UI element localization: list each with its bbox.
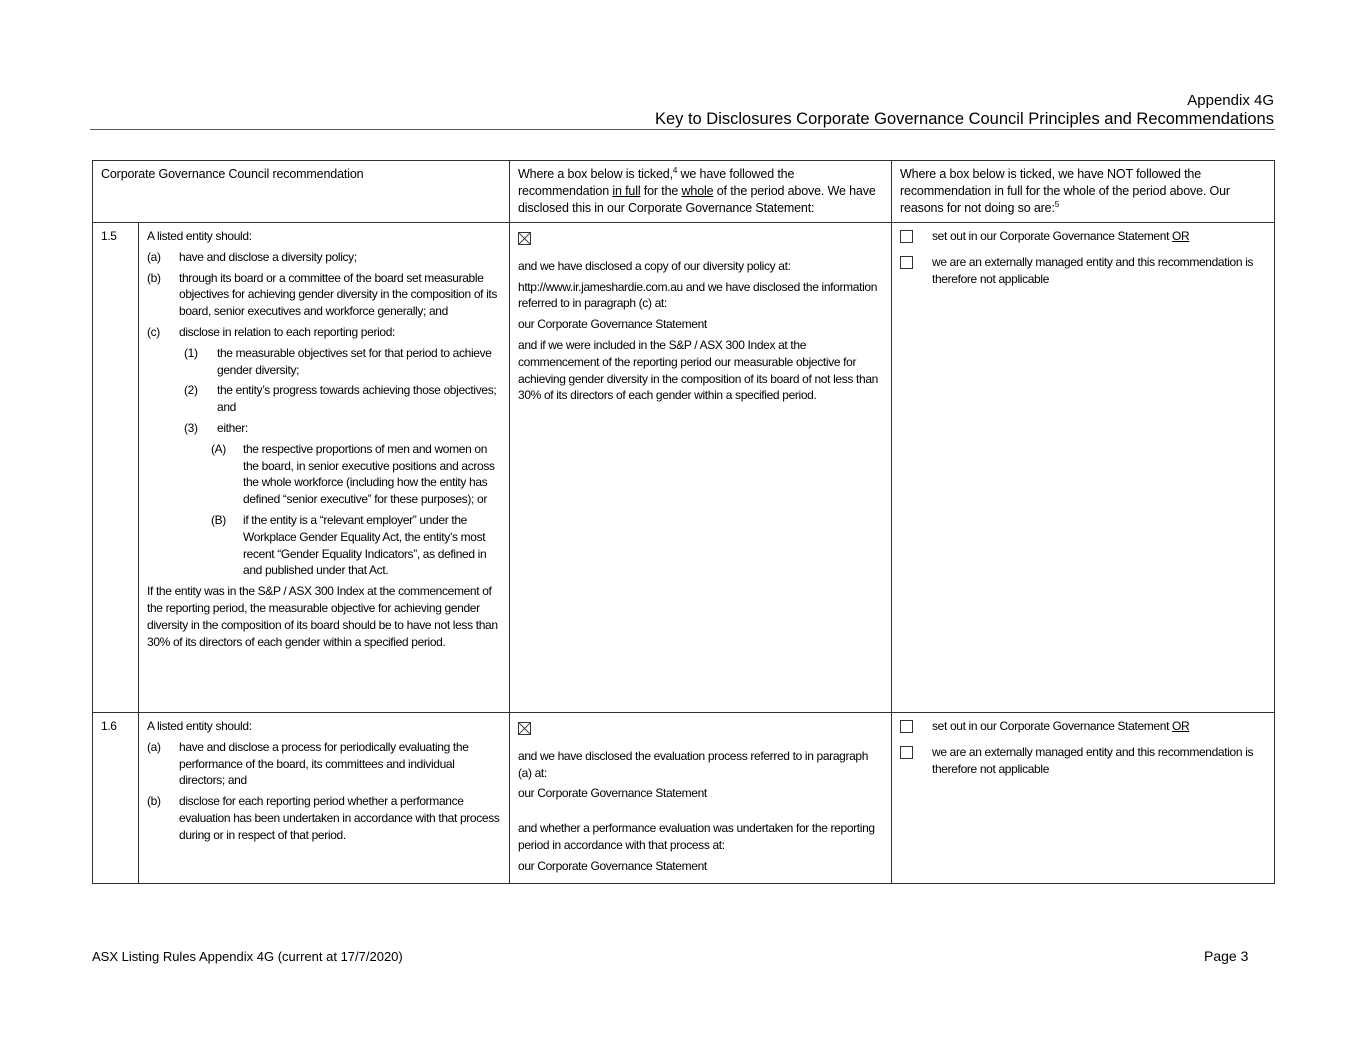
disclosure-text: our Corporate Governance Statement [518, 786, 707, 801]
item-label: (b) [147, 794, 161, 809]
column-header-recommendation: Corporate Governance Council recommendation [93, 161, 510, 223]
item-label: (c) [147, 324, 160, 339]
item-label: (1) [184, 345, 198, 360]
item-text: have and disclose a process for periodically evaluating the performance of the board, its committees and individual directors; and [179, 739, 469, 788]
header-text: for the [640, 183, 682, 198]
option-cgs [900, 228, 1266, 248]
list-item [147, 324, 501, 341]
recommendation-text [139, 713, 510, 884]
item-label: (B) [211, 512, 226, 527]
checkbox-empty-icon[interactable] [900, 256, 913, 269]
disclosure-text: our Corporate Governance Statement [518, 858, 707, 873]
column-header-not-followed [892, 161, 1275, 223]
item-text: the entity’s progress towards achieving those objectives; and [217, 383, 497, 415]
footnote-ref: 5 [1054, 199, 1060, 209]
table-header-row [93, 161, 1275, 223]
recommendation-text [139, 223, 510, 713]
footer-source: ASX Listing Rules Appendix 4G (current at 17/7/2020) [92, 949, 403, 964]
checkbox-checked-icon[interactable] [518, 232, 531, 245]
disclosure-text: and we have disclosed a copy of our diversity policy at: [518, 258, 791, 273]
appendix-title: Appendix 4G [1187, 92, 1274, 109]
list-item [147, 345, 501, 379]
disclosure-text: and we have disclosed the evaluation process referred to in paragraph (a) at: [518, 748, 869, 780]
list-item [147, 249, 501, 266]
recommendation-number: 1.5 [93, 223, 139, 713]
option-text: we are an externally managed entity and this recommendation is therefore not applicable [932, 744, 1254, 776]
document-subtitle: Key to Disclosures Corporate Governance Council Principles and Recommendations [654, 110, 1274, 128]
table-row [93, 713, 1275, 884]
item-text: disclose for each reporting period whether a performance evaluation has been undertaken in accordance with that process during or in respect of that period. [179, 794, 500, 842]
header-text: we have followed the recommendation [518, 167, 795, 198]
list-item [147, 270, 501, 320]
item-label: (2) [184, 383, 198, 398]
intro-text: A listed entity should: [147, 229, 252, 243]
not-followed-cell [892, 713, 1275, 884]
table-row [93, 223, 1275, 713]
checkbox-empty-icon[interactable] [900, 230, 913, 243]
header-text: Where a box below is ticked, we have NOT followed the recommendation in full for the whole of the period above. Our reasons for not doing so are: [900, 167, 1230, 215]
item-label: (3) [184, 420, 198, 435]
disclosure-text: our Corporate Governance Statement [518, 317, 707, 332]
header-text: of the period above. We have disclosed this in our Corporate Governance Statement: [518, 183, 876, 215]
option-cgs [900, 718, 1266, 738]
option-or: OR [1172, 719, 1190, 733]
closing-text: If the entity was in the S&P / ASX 300 Index at the commencement of the reporting period, the measurable objective for achieving gender diversity in the composition of its board should be to have not less than 30% of its directors of each gender within a specified period. [147, 584, 498, 649]
item-text: disclose in relation to each reporting period: [179, 324, 396, 339]
option-externally-managed [900, 254, 1266, 288]
option-text: we are an externally managed entity and this recommendation is therefore not applicable [932, 254, 1254, 286]
header-divider [90, 129, 1275, 130]
item-label: (b) [147, 270, 161, 285]
item-label: (A) [211, 441, 226, 456]
disclosure-text: and if we were included in the S&P / ASX 300 Index at the commencement of the reporting period our measurable objective for achieving gender diversity in the composition of its board of not less than 30% of its directors of each gender within a specified period. [518, 337, 878, 403]
page-number: Page 3 [1204, 948, 1249, 964]
page-header [655, 92, 1274, 129]
disclosure-text: http://www.ir.jameshardie.com.au and we have disclosed the information referred to in paragraph (c) at: [518, 279, 878, 311]
item-text: through its board or a committee of the board set measurable objectives for achieving gender diversity in the composition of its board, senior executives and workforce generally; and [179, 270, 498, 319]
option-text: set out in our Corporate Governance Statement [932, 229, 1173, 243]
footnote-ref: 4 [672, 165, 678, 175]
disclosure-table [92, 160, 1275, 884]
option-text: set out in our Corporate Governance Statement [932, 719, 1173, 733]
followed-cell [510, 223, 892, 713]
item-label: (a) [147, 249, 161, 264]
item-label: (a) [147, 739, 161, 754]
checkbox-empty-icon[interactable] [900, 720, 913, 733]
option-or: OR [1172, 229, 1190, 243]
intro-text: A listed entity should: [147, 719, 252, 733]
header-text: Where a box below is ticked, [518, 167, 673, 181]
column-header-followed [510, 161, 892, 223]
list-item [147, 420, 501, 437]
item-text: the measurable objectives set for that period to achieve gender diversity; [217, 345, 492, 377]
followed-cell [510, 713, 892, 884]
list-item [147, 441, 501, 508]
underlined-text: in full [612, 183, 641, 198]
disclosure-text: and whether a performance evaluation was undertaken for the reporting period in accordance with that process at: [518, 821, 875, 852]
recommendation-number: 1.6 [93, 713, 139, 884]
checkbox-empty-icon[interactable] [900, 746, 913, 759]
item-text: either: [217, 420, 248, 435]
item-text: have and disclose a diversity policy; [179, 249, 357, 264]
item-text: if the entity is a “relevant employer” under the Workplace Gender Equality Act, the entity’s most recent “Gender Equality Indicators”, as defined in and published under that Act. [243, 512, 487, 578]
underlined-text: whole [681, 183, 714, 198]
list-item [147, 793, 501, 843]
list-item [147, 739, 501, 789]
item-text: the respective proportions of men and women on the board, in senior executive positions and across the whole workforce (including how the entity has defined “senior executive” for these purposes); or [243, 441, 495, 507]
list-item [147, 512, 501, 579]
option-externally-managed [900, 744, 1266, 778]
checkbox-checked-icon[interactable] [518, 722, 531, 735]
not-followed-cell [892, 223, 1275, 713]
list-item [147, 382, 501, 416]
